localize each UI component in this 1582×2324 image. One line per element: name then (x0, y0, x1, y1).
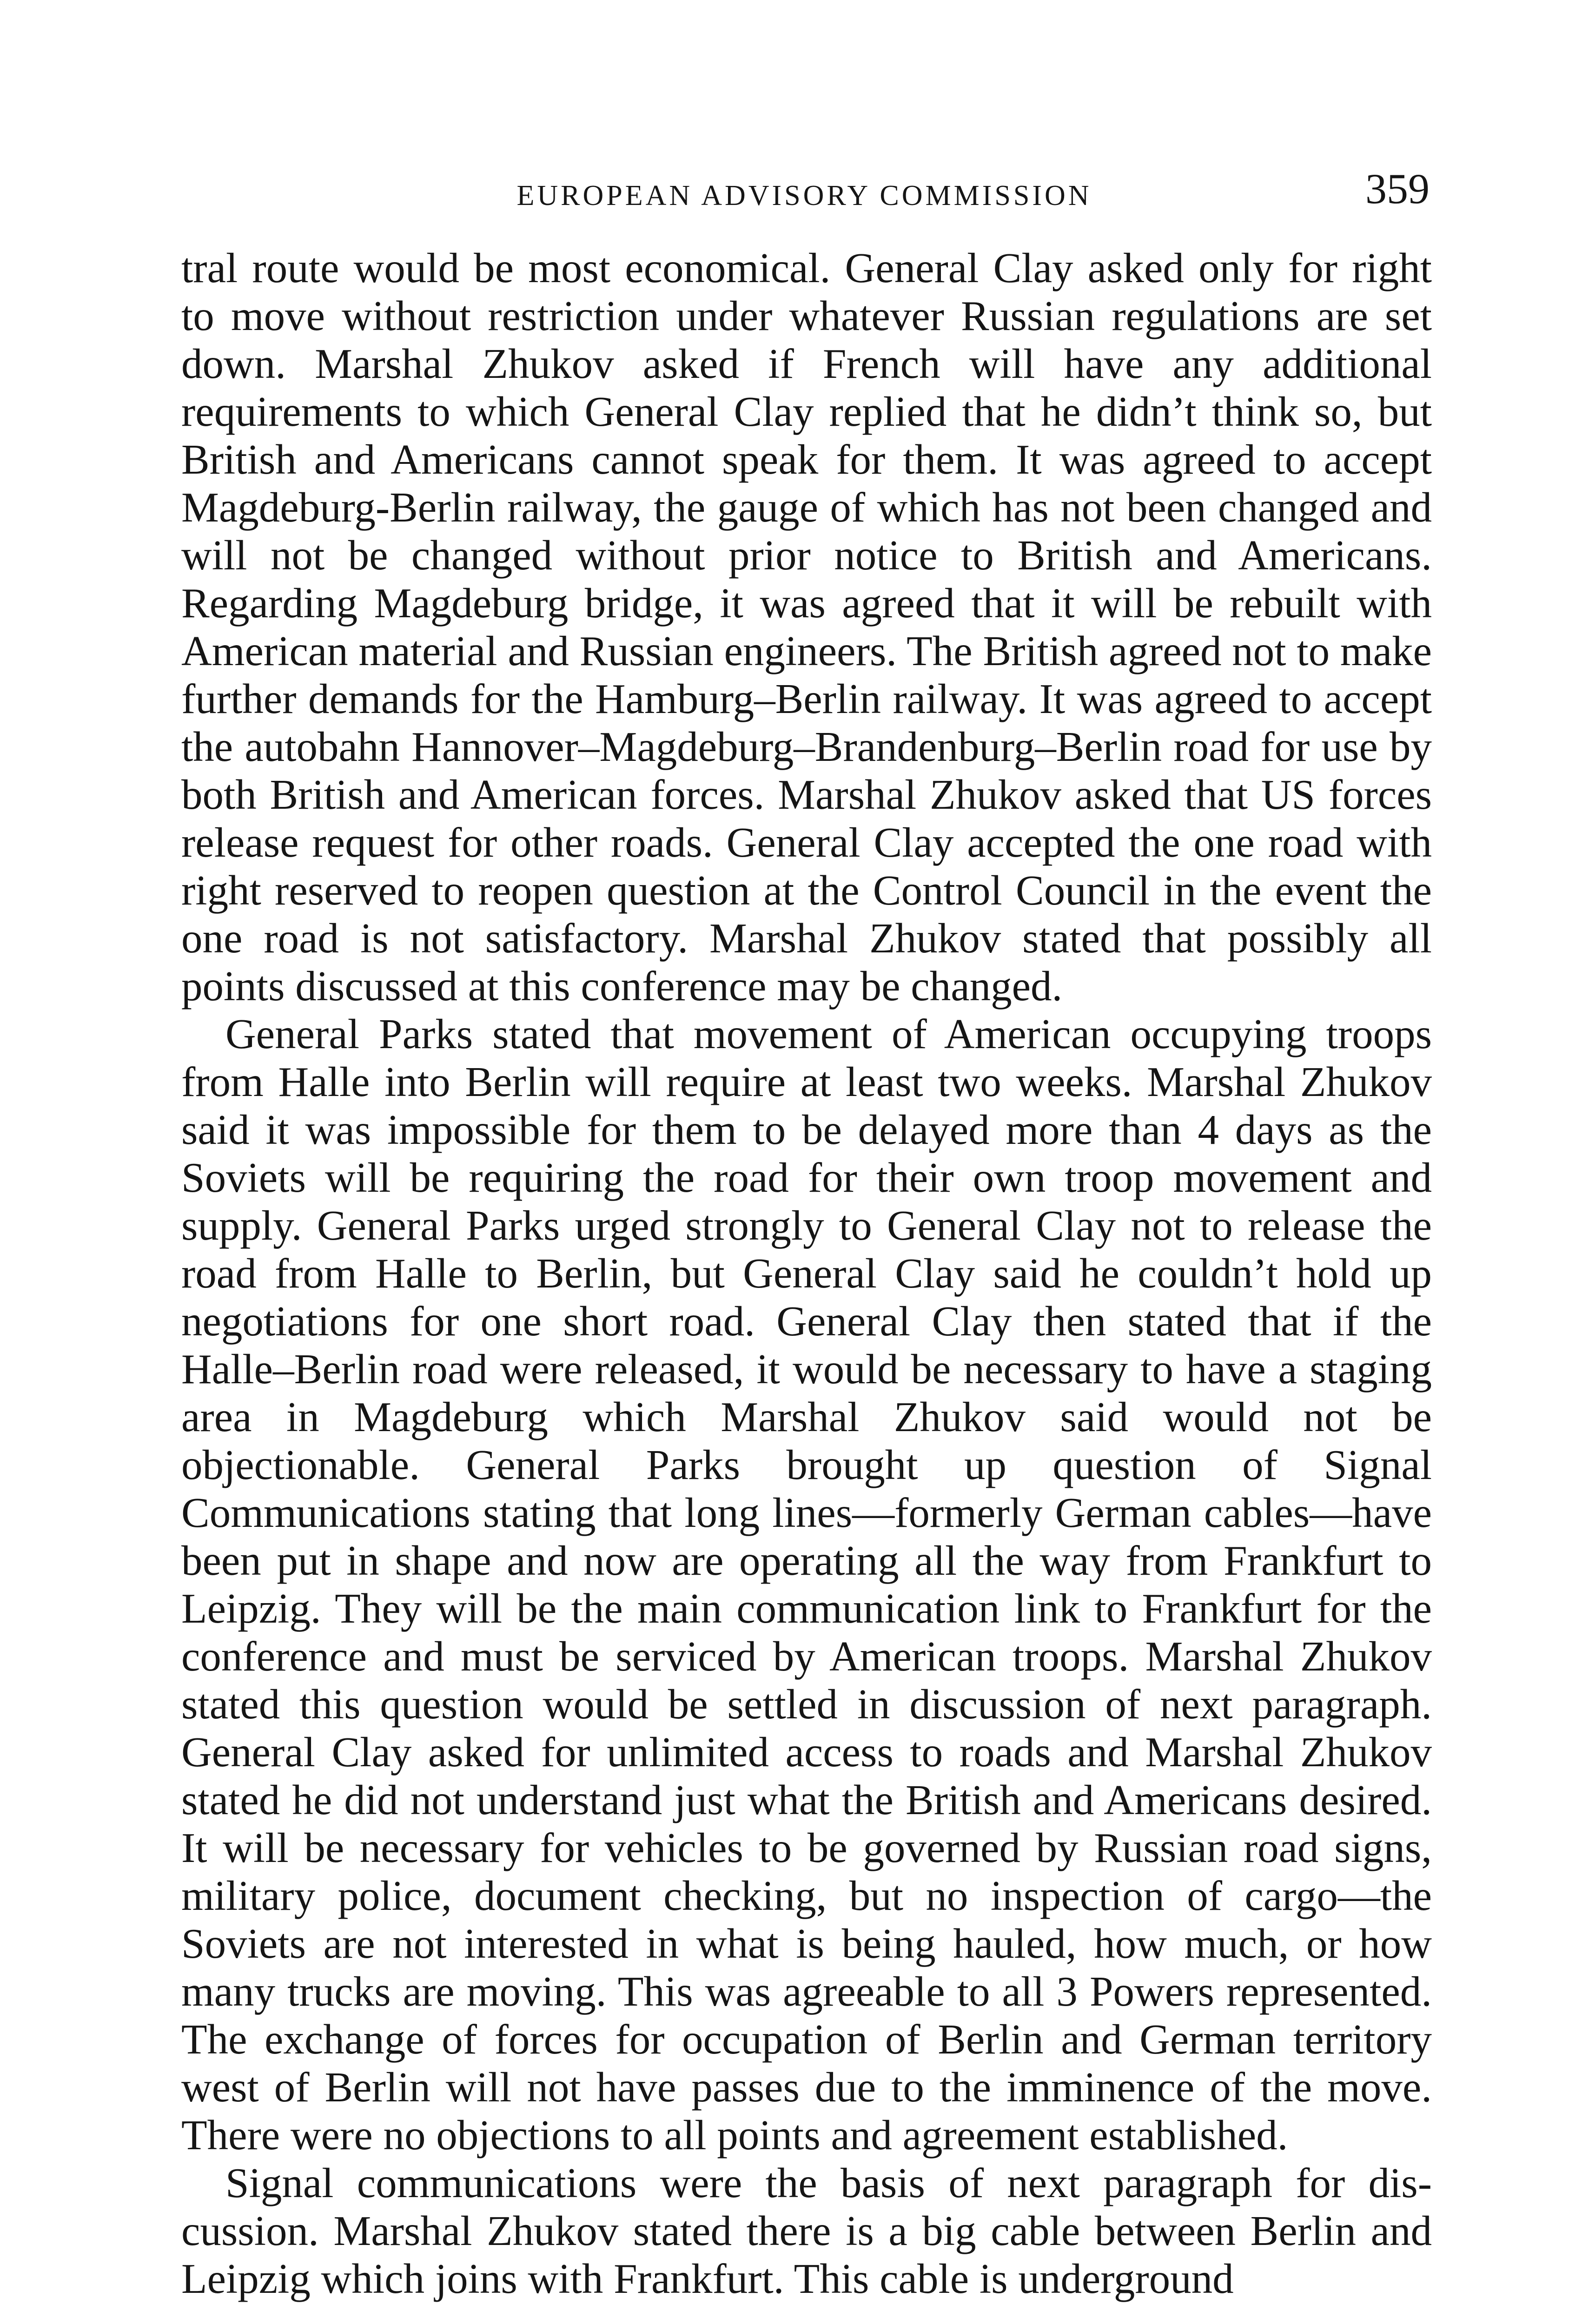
running-header (179, 167, 1430, 223)
running-title: EUROPEAN ADVISORY COMMISSION (516, 180, 1092, 211)
paragraph: Signal communications were the basis of next paragraph for discussion. Marshal Zhukov stated there is a big cable between Berlin and Leipzig which joins with Frankfurt. This cable is underground (181, 2159, 1432, 2302)
paragraph-continued: tral route would be most economical. General Clay asked only for right to move without restriction under whatever Russian regulations are set down. Marshal Zhukov asked if French will have any additional requirements to which General Clay replied that he didn’t think so, but British and Americans cannot speak for them. It was agreed to accept Magdeburg-Berlin railway, the gauge of which has not been changed and will not be changed without prior notice to British and Americans. Regarding Magdeburg bridge, it was agreed that it will be rebuilt with American material and Russian engineers. The British agreed not to make further demands for the Hamburg–Berlin railway. It was agreed to accept the autobahn Hannover–Magdeburg–Brandenburg–Berlin road for use by both British and American forces. Marshal Zhukov asked that US forces release request for other roads. General Clay accepted the one road with right reserved to reopen question at the Control Council in the event the one road is not satisfactory. Marshal Zhukov stated that possibly all points discussed at this conference may be changed. (181, 244, 1432, 1010)
paragraph: General Parks stated that movement of American occupying troops from Halle into Berlin will require at least two weeks. Marshal Zhukov said it was impossible for them to be delayed more than 4 days as the Soviets will be requiring the road for their own troop movement and supply. General Parks urged strongly to General Clay not to release the road from Halle to Berlin, but General Clay said he couldn’t hold up negotiations for one short road. General Clay then stated that if the Halle–Berlin road were released, it would be necessary to have a staging area in Magdeburg which Marshal Zhukov said would not be objectionable. General Parks brought up question of Signal Communications stating that long lines—formerly German cables—have been put in shape and now are operating all the way from Frankfurt to Leipzig. They will be the main communication link to Frankfurt for the conference and must be serviced by American troops. Marshal Zhukov stated this question would be settled in discussion of next paragraph. General Clay asked for unlimited access to roads and Marshal Zhukov stated he did not understand just what the British and Americans desired. It will be necessary for vehicles to be governed by Russian road signs, military police, document checking, but no inspection of cargo—the Soviets are not interested in what is being hauled, how much, or how many trucks are moving. This was agreeable to all 3 Powers represented. The exchange of forces for occupation of Berlin and German territory west of Berlin will not have passes due to the imminence of the move. There were no objections to all points and agreement established. (181, 1010, 1432, 2159)
body-text (181, 244, 1432, 2303)
page-number: 359 (1365, 165, 1430, 212)
